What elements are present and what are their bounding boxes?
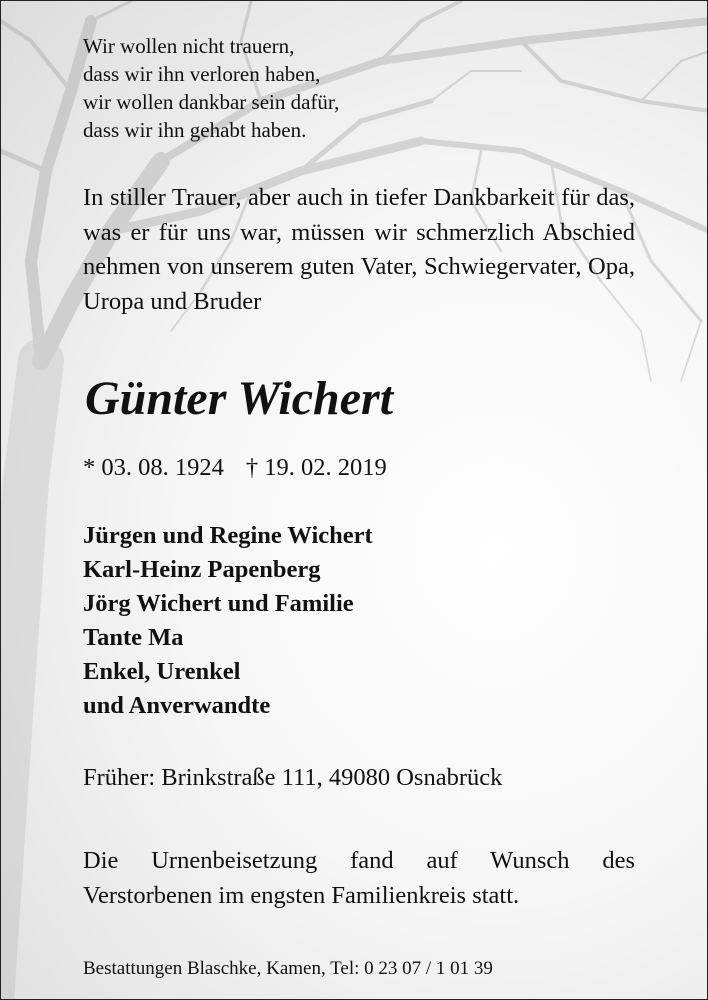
funeral-home-footer: Bestattungen Blaschke, Kamen, Tel: 0 23 07 / 1 01 39: [83, 958, 493, 979]
mourner-entry: Jörg Wichert und Familie: [83, 590, 354, 617]
mourners-list: [83, 519, 373, 723]
poem-line: dass wir ihn verloren haben,: [83, 62, 321, 86]
poem: [83, 32, 635, 144]
birth-date: * 03. 08. 1924: [83, 454, 224, 481]
life-dates: [83, 451, 387, 485]
poem-line: dass wir ihn gehabt haben.: [83, 118, 307, 142]
mourner-entry: Tante Ma: [83, 624, 184, 651]
mourner-entry: Karl-Heinz Papenberg: [83, 556, 321, 583]
deceased-name: Günter Wichert: [85, 372, 394, 425]
mourner-entry: Enkel, Urenkel: [83, 658, 241, 685]
mourner-entry: Jürgen und Regine Wichert: [83, 522, 373, 549]
death-date: † 19. 02. 2019: [245, 454, 387, 481]
poem-line: Wir wollen nicht trauern,: [83, 34, 295, 58]
poem-line: wir wollen dankbar sein dafür,: [83, 90, 340, 114]
burial-notice: Die Urnenbeisetzung fand auf Wunsch des Verstorbenen im engsten Familienkreis statt.: [83, 847, 635, 909]
intro-paragraph: In stiller Trauer, aber auch in tiefer Dankbarkeit für das, was er für uns war, müssen wir schmerzlich Abschied nehmen von unserem guten Vater, Schwiegervater, Opa, Uropa und Bruder: [83, 184, 635, 315]
mourner-entry: und Anverwandte: [83, 692, 271, 719]
former-address: Früher: Brinkstraße 111, 49080 Osnabrück: [83, 764, 503, 791]
